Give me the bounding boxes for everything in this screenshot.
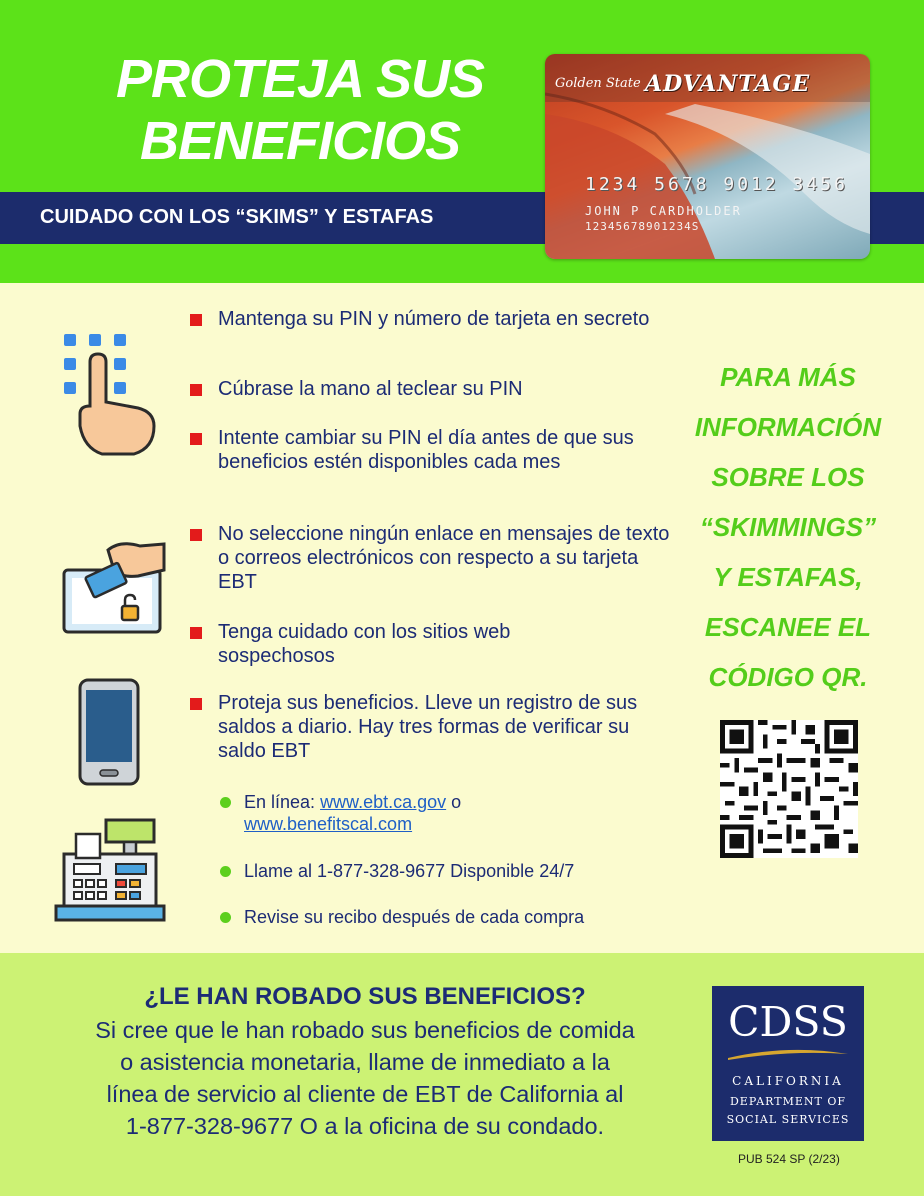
- tip-text: No seleccione ningún enlace en mensajes de texto o correos electrónicos con respecto a su tarjeta EBT: [218, 523, 670, 593]
- cash-register-icon: [54, 818, 166, 922]
- green-bullet: [220, 912, 231, 923]
- red-bullet: [190, 698, 202, 710]
- title-line-1: PROTEJA SUS: [115, 49, 485, 109]
- tip-text: Cúbrase la mano al teclear su PIN: [218, 378, 523, 400]
- red-bullet: [190, 314, 202, 326]
- smartphone-icon: [78, 678, 140, 786]
- body-line: Si cree que le han robado sus beneficios de comida: [95, 1017, 635, 1043]
- online-or: o: [446, 792, 462, 812]
- cdss-line-2: DEPARTMENT OF: [729, 1095, 846, 1108]
- info-line: Y ESTAFAS,: [713, 562, 863, 592]
- info-line: “SKIMMINGS”: [699, 512, 877, 542]
- info-line: ESCANEE EL: [704, 612, 872, 642]
- card-number: 1234 5678 9012 3456: [585, 174, 848, 195]
- keypad-finger-icon: [54, 330, 174, 460]
- benefitscal-website-link[interactable]: www.benefitscal.com: [244, 814, 413, 834]
- phone-text: Llame al 1-877-328-9677 Disponible 24/7: [244, 861, 575, 881]
- red-bullet: [190, 627, 202, 639]
- cdss-line-3: SOCIAL SERVICES: [726, 1113, 850, 1126]
- body-line: línea de servicio al cliente de EBT de California al: [106, 1081, 624, 1107]
- tip-text: Mantenga su PIN y número de tarjeta en secreto: [218, 308, 650, 330]
- tip-item: [190, 691, 660, 763]
- stolen-benefits-title: ¿LE HAN ROBADO SUS BENEFICIOS?: [144, 983, 586, 1010]
- online-text: [244, 791, 660, 835]
- tip-text: Proteja sus beneficios. Lleve un registro de sus saldos a diario. Hay tres formas de verificar su saldo EBT: [218, 692, 638, 762]
- online-prefix: En línea:: [244, 792, 321, 812]
- balance-method-phone: [220, 860, 670, 882]
- info-line: CÓDIGO QR.: [708, 662, 868, 692]
- red-bullet: [190, 529, 202, 541]
- header: [0, 0, 924, 283]
- red-bullet: [190, 433, 202, 445]
- balance-method-receipt: [220, 906, 670, 928]
- balance-method-online: [220, 791, 660, 835]
- cdss-logo: [712, 986, 864, 1141]
- body-line: 1-877-328-9677 O a la oficina de su condado.: [125, 1113, 605, 1139]
- banner-text: CUIDADO CON LOS “SKIMS” Y ESTAFAS: [40, 206, 434, 228]
- tip-item: [190, 377, 670, 401]
- red-bullet: [190, 384, 202, 396]
- ebt-card-image: [545, 54, 870, 259]
- card-account: 12345678901234S: [585, 220, 700, 233]
- stolen-benefits-body: [40, 1014, 690, 1142]
- green-bullet: [220, 797, 231, 808]
- tip-item: [190, 620, 610, 668]
- qr-info-text: [688, 352, 888, 702]
- tip-item: [190, 522, 680, 594]
- info-line: INFORMACIÓN: [694, 412, 882, 442]
- cdss-line-1: CALIFORNIA: [732, 1074, 844, 1088]
- card-brand: ADVANTAGE: [645, 71, 811, 97]
- tip-item: [190, 307, 670, 331]
- receipt-text: Revise su recibo después de cada compra: [244, 907, 585, 927]
- title-line-2: BENEFICIOS: [139, 111, 461, 171]
- publication-number: PUB 524 SP (2/23): [738, 1152, 840, 1166]
- qr-code[interactable]: [720, 720, 858, 858]
- info-line: SOBRE LOS: [711, 462, 865, 492]
- info-line: PARA MÁS: [720, 362, 856, 392]
- page-title: [60, 48, 540, 172]
- card-script-text: Golden State: [555, 76, 641, 91]
- cdss-letters: CDSS: [728, 998, 848, 1046]
- body-line: o asistencia monetaria, llame de inmediato a la: [120, 1049, 610, 1075]
- green-bullet: [220, 866, 231, 877]
- tip-item: [190, 426, 650, 474]
- laptop-card-lock-icon: [60, 540, 175, 640]
- ebt-website-link[interactable]: www.ebt.ca.gov: [320, 792, 447, 812]
- tip-text: Intente cambiar su PIN el día antes de que sus beneficios estén disponibles cada mes: [218, 427, 634, 473]
- tip-text: Tenga cuidado con los sitios web sospechosos: [218, 621, 511, 667]
- card-holder: JOHN P CARDHOLDER: [585, 204, 742, 218]
- swoosh-icon: [726, 1046, 850, 1062]
